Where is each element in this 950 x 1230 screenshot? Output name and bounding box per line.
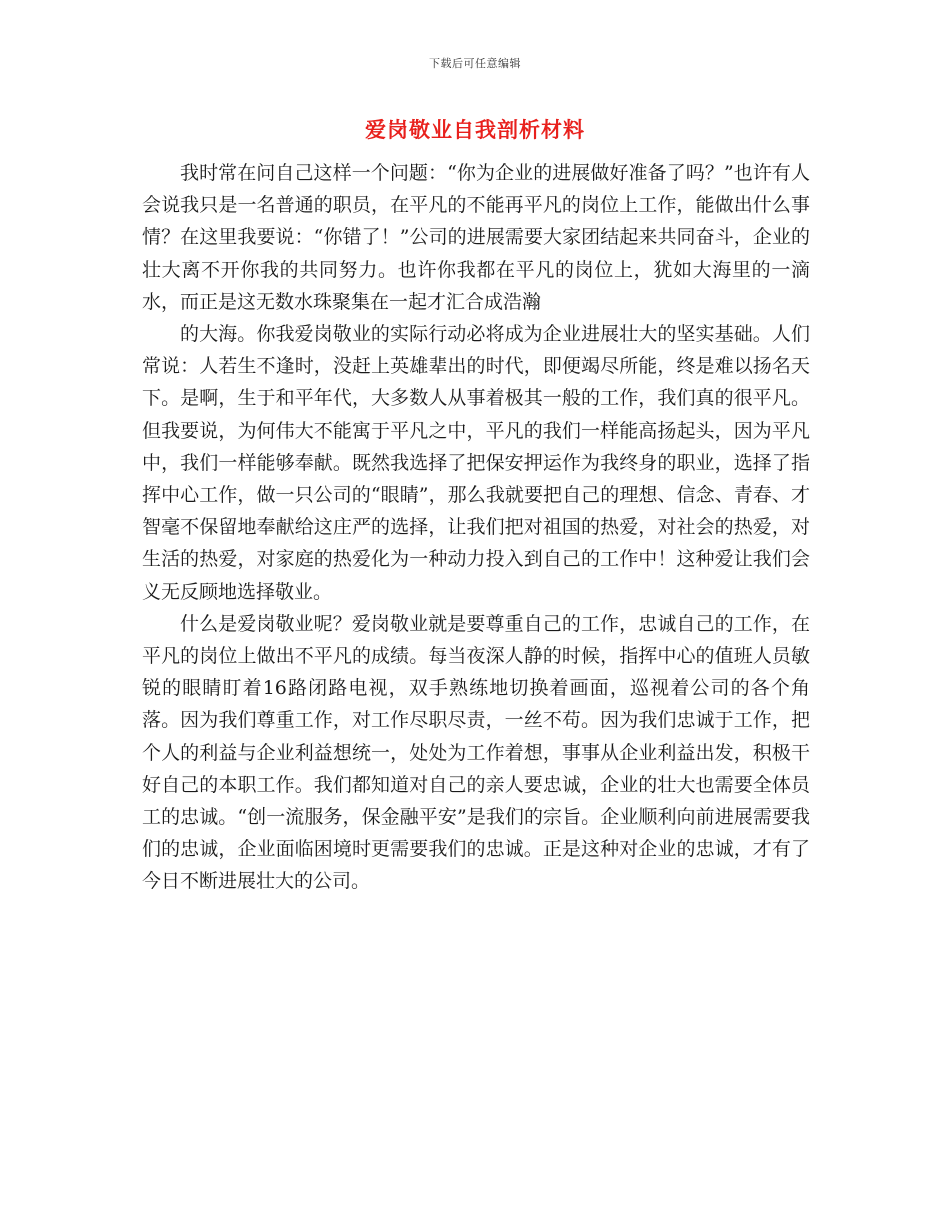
document-body [142,157,810,898]
paragraph-3: 什么是爱岗敬业呢？爱岗敬业就是要尊重自己的工作，忠诚自己的工作，在平凡的岗位上做出不平凡的成绩。每当夜深人静的时候，指挥中心的值班人员敏锐的眼睛盯着16路闭路电视，双手熟练地切换着画面，巡视着公司的各个角落。因为我们尊重工作，对工作尽职尽责，一丝不苟。因为我们忠诚于工作，把个人的利益与企业利益想统一，处处为工作着想，事事从企业利益出发，积极干好自己的本职工作。我们都知道对自己的亲人要忠诚，企业的壮大也需要全体员工的忠诚。“创一流服务，保金融平安”是我们的宗旨。企业顺利向前进展需要我们的忠诚，企业面临困境时更需要我们的忠诚。正是这种对企业的忠诚，才有了今日不断进展壮大的公司。 [142,612,810,893]
header-note: 下载后可任意编辑 [429,57,521,70]
document-title: 爱岗敬业自我剖析材料 [365,117,585,142]
paragraph-1: 我时常在问自己这样一个问题：“你为企业的进展做好准备了吗？”也许有人会说我只是一名普通的职员，在平凡的不能再平凡的岗位上工作，能做出什么事情？在这里我要说：“你错了！”公司的进展需要大家团结起来共同奋斗，企业的壮大离不开你我的共同努力。也许你我都在平凡的岗位上，犹如大海里的一滴水，而正是这无数水珠聚集在一起才汇合成浩瀚 [142,162,810,313]
paragraph-2: 的大海。你我爱岗敬业的实际行动必将成为企业进展壮大的坚实基础。人们常说：人若生不逢时，没赶上英雄辈出的时代，即便竭尽所能，终是难以扬名天下。是啊，生于和平年代，大多数人从事着极其一般的工作，我们真的很平凡。但我要说，为何伟大不能寓于平凡之中，平凡的我们一样能高扬起头，因为平凡中，我们一样能够奉献。既然我选择了把保安押运作为我终身的职业，选择了指挥中心工作，做一只公司的“眼睛”，那么我就要把自己的理想、信念、青春、才智毫不保留地奉献给这庄严的选择，让我们把对祖国的热爱，对社会的热爱，对生活的热爱，对家庭的热爱化为一种动力投入到自己的工作中！这种爱让我们会义无反顾地选择敬业。 [142,323,810,603]
